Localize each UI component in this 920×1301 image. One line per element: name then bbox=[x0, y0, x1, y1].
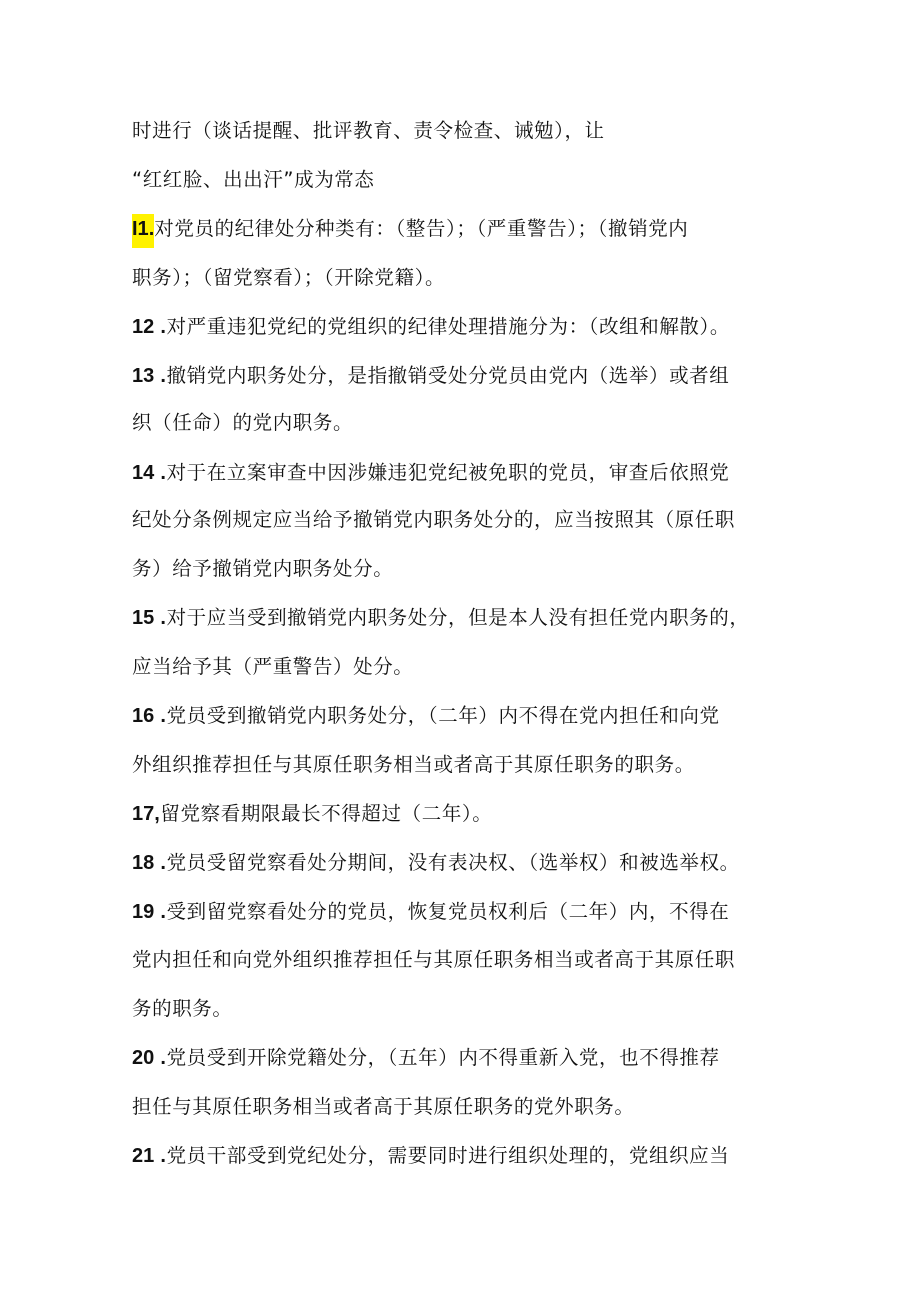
line-text: “红红脸、出出汗”成为常态 bbox=[132, 168, 375, 191]
list-item-18 bbox=[132, 849, 740, 877]
item-number: 19 bbox=[132, 901, 155, 923]
item-number: 12 bbox=[132, 316, 155, 338]
text-line bbox=[132, 117, 605, 145]
line-text: 纪处分条例规定应当给予撤销党内职务处分的，应当按照其（原任职 bbox=[132, 508, 736, 531]
list-item-17 bbox=[132, 800, 492, 828]
item-separator: . bbox=[154, 462, 167, 484]
item-separator: . bbox=[154, 1145, 167, 1167]
text-line bbox=[132, 555, 393, 583]
item-number-highlighted bbox=[132, 214, 154, 248]
text-line bbox=[132, 653, 413, 681]
line-text: 党员干部受到党纪处分，需要同时进行组织处理的，党组织应当 bbox=[166, 1144, 730, 1167]
line-text: 外组织推荐担任与其原任职务相当或者高于其原任职务的职务。 bbox=[132, 753, 695, 776]
list-item-20 bbox=[132, 1044, 720, 1072]
list-item-12 bbox=[132, 313, 730, 341]
line-text: 党内担任和向党外组织推荐担任与其原任职务相当或者高于其原任职 bbox=[132, 948, 736, 971]
line-text: 应当给予其（严重警告）处分。 bbox=[132, 655, 414, 678]
item-separator: . bbox=[154, 316, 167, 338]
line-text: 务）给予撤销党内职务处分。 bbox=[132, 557, 394, 580]
item-separator: . bbox=[154, 1047, 167, 1069]
line-text: 对于在立案审查中因涉嫌违犯党纪被免职的党员，审查后依照党 bbox=[166, 461, 730, 484]
item-number: 21 bbox=[132, 1145, 155, 1167]
line-text: 职务）；（留党察看）；（开除党籍）。 bbox=[132, 266, 446, 289]
text-line bbox=[132, 264, 445, 292]
list-item-13 bbox=[132, 362, 729, 390]
item-separator: . bbox=[154, 607, 167, 629]
text-line bbox=[132, 409, 353, 437]
line-text: 务的职务。 bbox=[132, 997, 233, 1020]
text-line bbox=[132, 166, 375, 194]
list-item-14 bbox=[132, 459, 729, 487]
list-item-19 bbox=[132, 898, 729, 926]
item-number: 14 bbox=[132, 462, 155, 484]
line-text: 对党员的纪律处分种类有：（整告）；（严重警告）；（撤销党内 bbox=[154, 217, 689, 240]
item-separator: . bbox=[148, 218, 155, 240]
line-text: 党员受到开除党籍处分，（五年）内不得重新入党，也不得推荐 bbox=[166, 1046, 720, 1069]
item-number: 15 bbox=[132, 607, 155, 629]
list-item-21 bbox=[132, 1142, 729, 1170]
item-separator: . bbox=[154, 365, 167, 387]
item-number: 20 bbox=[132, 1047, 155, 1069]
item-number: 17 bbox=[132, 803, 155, 825]
line-text: 撤销党内职务处分，是指撤销受处分党员由党内（选举）或者组 bbox=[166, 364, 730, 387]
item-number: 13 bbox=[132, 365, 155, 387]
item-separator: . bbox=[154, 852, 167, 874]
item-number: I1 bbox=[132, 218, 149, 240]
item-number: 18 bbox=[132, 852, 155, 874]
text-line bbox=[132, 506, 735, 534]
text-line bbox=[132, 946, 735, 974]
item-separator: , bbox=[154, 803, 161, 825]
line-text: 党员受留党察看处分期间，没有表决权、（选举权）和被选举权。 bbox=[166, 851, 740, 874]
list-item-11 bbox=[132, 215, 688, 243]
line-text: 受到留党察看处分的党员，恢复党员权利后（二年）内，不得在 bbox=[166, 900, 730, 923]
text-line bbox=[132, 995, 233, 1023]
line-text: 留党察看期限最长不得超过（二年）。 bbox=[160, 802, 493, 825]
line-text: 担任与其原任职务相当或者高于其原任职务的党外职务。 bbox=[132, 1095, 635, 1118]
list-item-16 bbox=[132, 702, 720, 730]
list-item-15 bbox=[132, 604, 749, 632]
line-text: 对严重违犯党纪的党组织的纪律处理措施分为：（改组和解散）。 bbox=[166, 315, 730, 338]
line-text: 时进行（谈话提醒、批评教育、责令检查、诫勉），让 bbox=[132, 119, 605, 142]
text-line bbox=[132, 1093, 635, 1121]
item-separator: . bbox=[154, 901, 167, 923]
item-separator: . bbox=[154, 705, 167, 727]
item-number: 16 bbox=[132, 705, 155, 727]
text-line bbox=[132, 751, 695, 779]
line-text: 织（任命）的党内职务。 bbox=[132, 411, 354, 434]
line-text: 党员受到撤销党内职务处分，（二年）内不得在党内担任和向党 bbox=[166, 704, 720, 727]
line-text: 对于应当受到撤销党内职务处分，但是本人没有担任党内职务的， bbox=[166, 606, 750, 629]
